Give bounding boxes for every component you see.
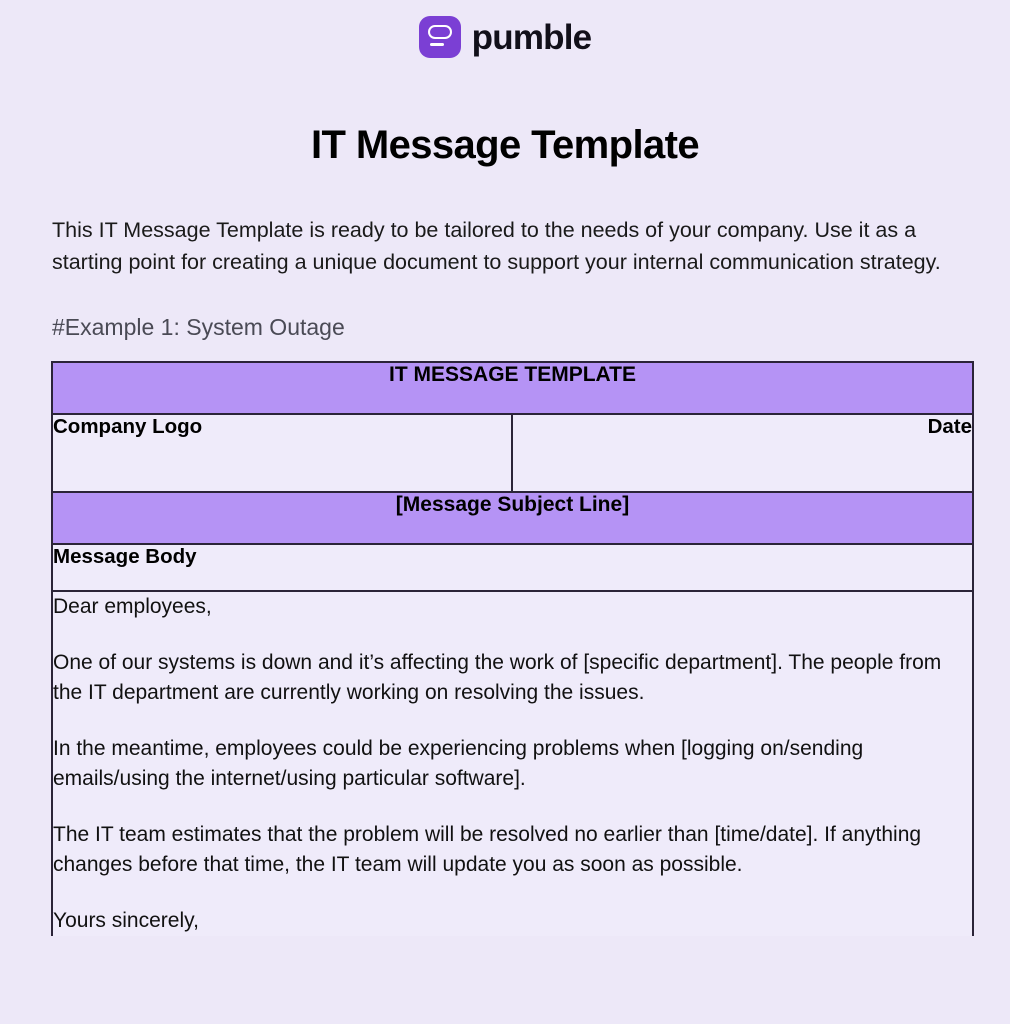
template-header-cell: IT MESSAGE TEMPLATE	[52, 362, 973, 414]
message-body-label-cell: Message Body	[52, 544, 973, 591]
table-row-subject	[52, 492, 973, 544]
page-title: IT Message Template	[311, 123, 699, 167]
it-message-template-table	[51, 361, 974, 936]
example-heading: #Example 1: System Outage	[52, 314, 345, 340]
brand-header	[0, 0, 1010, 61]
body-paragraph: Yours sincerely,	[53, 909, 199, 932]
table-row-message-body-label	[52, 544, 973, 591]
company-logo-cell: Company Logo	[52, 414, 512, 492]
pumble-chat-bubble-icon	[419, 16, 461, 58]
table-row-header	[52, 362, 973, 414]
intro-paragraph: This IT Message Template is ready to be tailored to the needs of your company. Use it as a starting point for creating a unique document to support your internal communication strategy.	[52, 218, 941, 274]
table-row-message-body	[52, 591, 973, 936]
message-subject-line-cell: [Message Subject Line]	[52, 492, 973, 544]
bubble-outline-shape	[428, 25, 452, 39]
date-cell: Date	[512, 414, 973, 492]
message-body-cell	[52, 591, 973, 936]
body-paragraph: One of our systems is down and it’s affecting the work of [specific department]. The people from the IT department are currently working on resolving the issues.	[53, 651, 942, 704]
bubble-underline-shape	[430, 43, 444, 46]
table-row-logo-date	[52, 414, 973, 492]
brand-name: pumble	[471, 17, 592, 57]
body-paragraph: The IT team estimates that the problem will be resolved no earlier than [time/date]. If anything changes before that time, the IT team will update you as soon as possible.	[53, 823, 922, 876]
body-paragraph: Dear employees,	[53, 595, 212, 618]
body-paragraph: In the meantime, employees could be experiencing problems when [logging on/sending emails/using the internet/using particular software].	[53, 737, 864, 790]
